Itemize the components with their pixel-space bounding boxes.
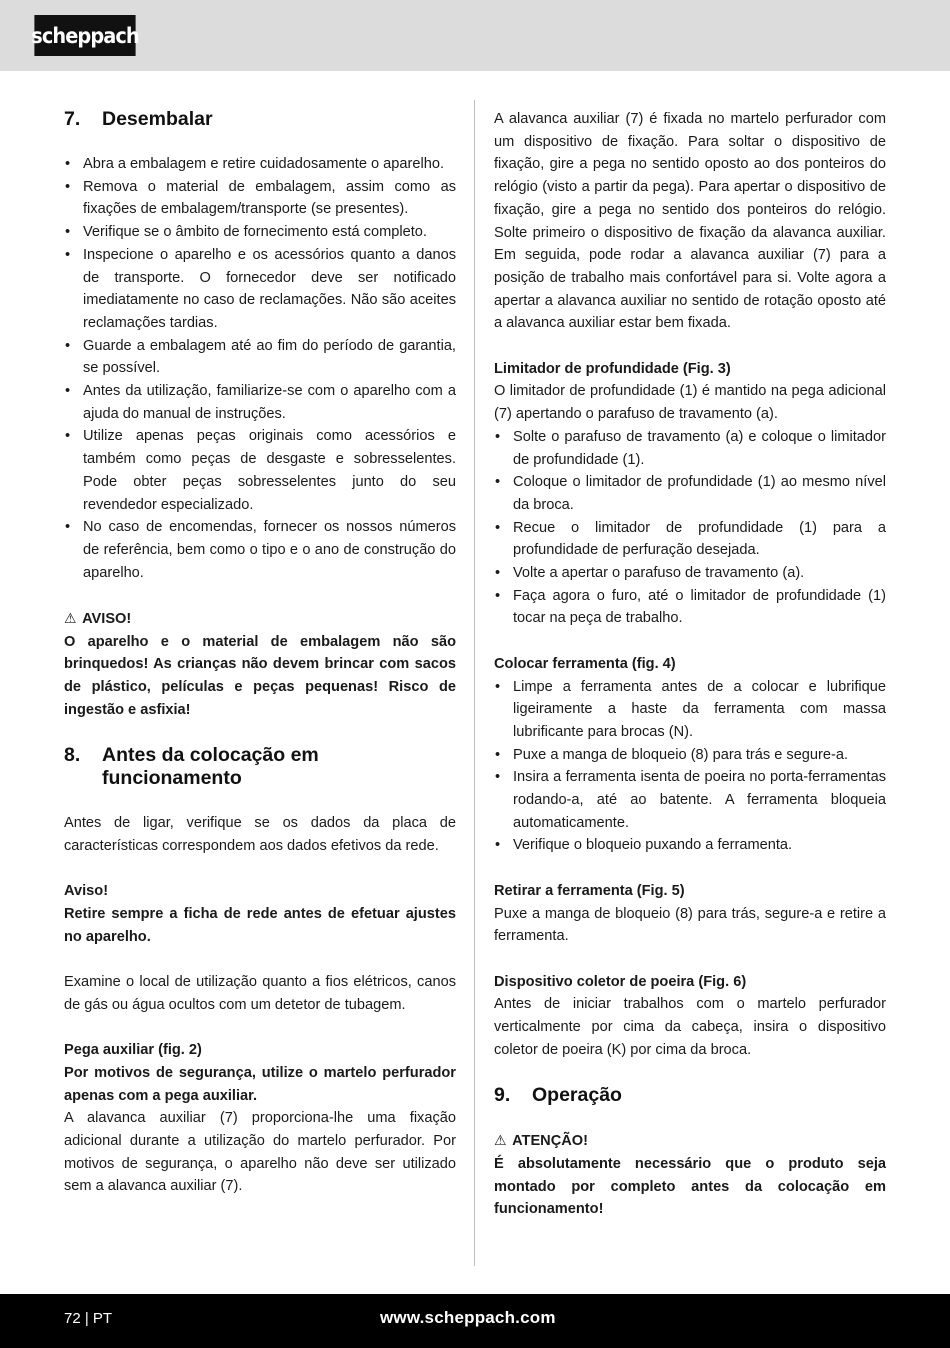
notice-text: Retire sempre a ficha de rede antes de efetuar ajustes no aparelho.: [64, 906, 456, 945]
footer-bar: [0, 1294, 950, 1348]
attention-text: É absolutamente necessário que o produto seja montado por completo antes da colocação em funcionamento!: [494, 1155, 886, 1218]
page-number: 72 | PT: [64, 1310, 113, 1327]
left-column: [64, 108, 456, 1198]
list-item: • Utilize apenas peças originais como acessórios e também como peças de desgaste e sobresselentes. Pode obter peças sobresselentes junto do seu revendedor especializado.: [64, 425, 456, 516]
paragraph: Examine o local de utilização quanto a fios elétricos, canos de gás ou água ocultos com um detetor de tubagem.: [64, 974, 456, 1013]
list-item: • Volte a apertar o parafuso de travamento (a).: [494, 562, 886, 585]
notice-title: Aviso!: [64, 883, 109, 900]
list-item: • No caso de encomendas, fornecer os nossos números de referência, bem como o tipo e o ano de construção do aparelho.: [64, 516, 456, 584]
depth-limiter-list: [494, 426, 886, 630]
list-item: • Limpe a ferramenta antes de a colocar e lubrifique ligeiramente a haste da ferramenta com massa lubrificante para brocas (N).: [494, 676, 886, 744]
list-item: • Antes da utilização, familiarize-se com o aparelho com a ajuda do manual de instruções.: [64, 380, 456, 425]
insert-tool-list: [494, 676, 886, 858]
subheading: Dispositivo coletor de poeira (Fig. 6): [494, 973, 747, 990]
warning-triangle-icon: ⚠: [494, 1132, 507, 1149]
subheading: Retirar a ferramenta (Fig. 5): [494, 882, 685, 899]
scheppach-logo: scheppach: [34, 15, 135, 56]
list-item: • Insira a ferramenta isenta de poeira no porta-ferramentas rodando-a, até ao batente. A ferramenta bloqueia automaticamente.: [494, 766, 886, 834]
section-8-heading: [64, 744, 456, 790]
paragraph: A alavanca auxiliar (7) proporciona-lhe uma fixação adicional durante a utilização do martelo perfurador. Por motivos de segurança, o aparelho não deve ser utilizado sem a alavanca auxiliar (7).: [64, 1110, 456, 1195]
list-item: • Coloque o limitador de profundidade (1) ao mesmo nível da broca.: [494, 471, 886, 516]
attention-title: ATENÇÃO!: [512, 1133, 589, 1150]
warning-heading: [64, 607, 456, 631]
subheading: Limitador de profundidade (Fig. 3): [494, 360, 731, 377]
bold-paragraph: Por motivos de segurança, utilize o martelo perfurador apenas com a pega auxiliar.: [64, 1064, 456, 1104]
section-7-heading: [64, 108, 456, 131]
header-band: [0, 0, 950, 71]
column-divider: [474, 100, 475, 1266]
list-item: • Inspecione o aparelho e os acessórios quanto a danos de transporte. O fornecedor deve ser notificado imediatamente no caso de reclamações. Não são aceites reclamações tardias.: [64, 244, 456, 335]
warning-title: AVISO!: [82, 611, 132, 628]
list-item: • Remova o material de embalagem, assim como as fixações de embalagem/transporte (se presentes).: [64, 176, 456, 221]
warning-triangle-icon: ⚠: [64, 610, 77, 627]
section-title: Operação: [532, 1084, 622, 1107]
paragraph: Antes de iniciar trabalhos com o martelo perfurador verticalmente por cima da cabeça, insira o dispositivo coletor de poeira (K) por cima da broca.: [494, 996, 886, 1058]
list-item: • Faça agora o furo, até o limitador de profundidade (1) tocar na peça de trabalho.: [494, 585, 886, 630]
subheading: Colocar ferramenta (fig. 4): [494, 655, 676, 672]
section-9-heading: [494, 1084, 886, 1107]
list-item: • Verifique o bloqueio puxando a ferramenta.: [494, 834, 886, 857]
section-number: 8.: [64, 744, 81, 767]
right-column: [494, 108, 886, 1221]
paragraph: Puxe a manga de bloqueio (8) para trás, segure-a e retire a ferramenta.: [494, 905, 886, 945]
subheading: Pega auxiliar (fig. 2): [64, 1042, 202, 1059]
list-item: • Solte o parafuso de travamento (a) e coloque o limitador de profundidade (1).: [494, 426, 886, 471]
section-title: Antes da colocação em funcionamento: [102, 744, 319, 790]
list-item: • Abra a embalagem e retire cuidadosamente o aparelho.: [64, 153, 456, 176]
paragraph: O limitador de profundidade (1) é mantido na pega adicional (7) apertando o parafuso de travamento (a).: [494, 383, 886, 423]
website-link[interactable]: www.scheppach.com: [380, 1308, 556, 1327]
list-item: • Puxe a manga de bloqueio (8) para trás e segure-a.: [494, 744, 886, 767]
paragraph: Antes de ligar, verifique se os dados da placa de características correspondem aos dados efetivos da rede.: [64, 815, 456, 854]
section-title: Desembalar: [102, 108, 213, 130]
section-number: 7.: [64, 108, 81, 130]
list-item: • Verifique se o âmbito de fornecimento está completo.: [64, 221, 456, 244]
attention-heading: [494, 1129, 886, 1153]
list-item: • Recue o limitador de profundidade (1) para a profundidade de perfuração desejada.: [494, 517, 886, 562]
unpacking-list: [64, 153, 456, 584]
warning-text: O aparelho e o material de embalagem não são brinquedos! As crianças não devem brincar com sacos de plástico, películas e peças pequenas! Risco de ingestão e asfixia!: [64, 633, 456, 718]
list-item: • Guarde a embalagem até ao fim do período de garantia, se possível.: [64, 335, 456, 380]
paragraph: A alavanca auxiliar (7) é fixada no martelo perfurador com um dispositivo de fixação. Para soltar o dispositivo de fixação, gire a pega no sentido oposto ao dos ponteiros do relógio (visto a partir da pega). Para apertar o dispositivo de fixação, gire a pega no sentido dos ponteiros do relógio. Solte primeiro o dispositivo de fixação da alavanca auxiliar. Em seguida, pode rodar a alavanca auxiliar (7) para a posição de trabalho mais confortável para si. Volte agora a apertar a alavanca auxiliar no sentido de rotação oposto até a alavanca auxiliar estar bem fixada.: [494, 111, 886, 332]
section-number: 9.: [494, 1084, 511, 1107]
